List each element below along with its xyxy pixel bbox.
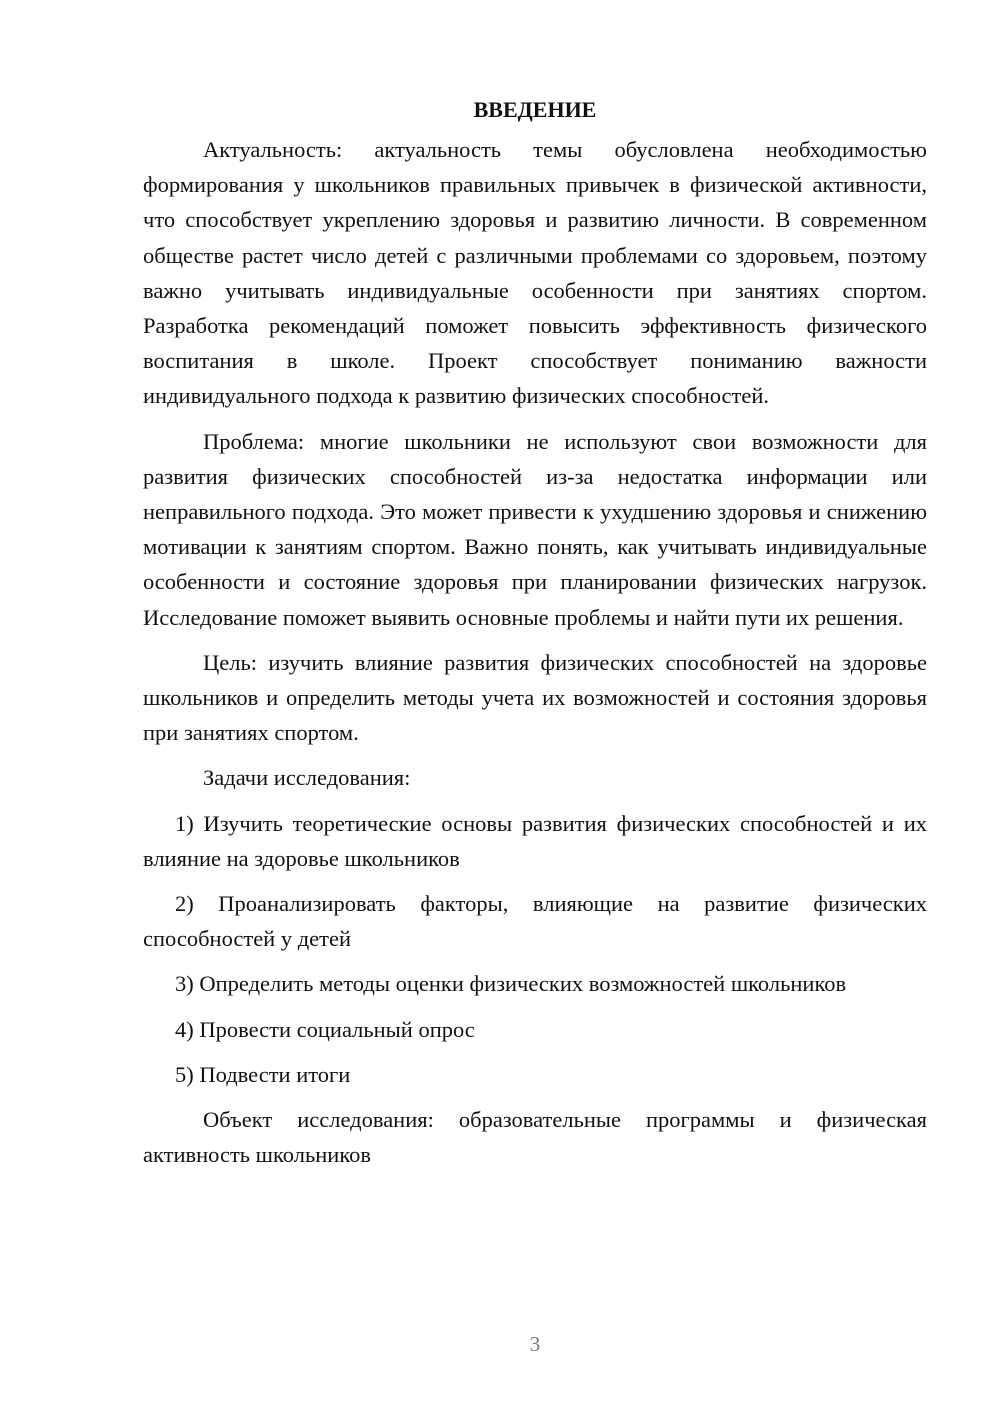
section-title: ВВЕДЕНИЕ — [473, 97, 597, 122]
object-paragraph: Объект исследования: образовательные программы и физическая активность школьников — [143, 1107, 927, 1168]
task-item: 1) Изучить теоретические основы развития физических способностей и их влияние на здоровье школьников — [143, 810, 927, 871]
goal-paragraph: Цель: изучить влияние развития физических способностей на здоровье школьников и определить методы учета их возможностей и состояния здоровья при занятиях спортом. — [143, 649, 927, 746]
document-page — [143, 92, 927, 1182]
tasks-heading: Задачи исследования: — [203, 765, 411, 791]
task-item: 2) Проанализировать факторы, влияющие на развитие физических способностей у детей — [143, 891, 927, 952]
problem-paragraph: Проблема: многие школьники не используют свои возможности для развития физических способностей из-за недостатка информации или неправильного подхода. Это может привести к ухудшению здоровья и снижению мотивации к занятиям спортом. Важно понять, как учитывать индивидуальные особенности и состояние здоровья при планировании физических нагрузок. Исследование поможет выявить основные проблемы и найти пути их решения. — [143, 428, 927, 630]
page-number: 3 — [529, 1332, 541, 1356]
task-item: 3) Определить методы оценки физических возможностей школьников — [175, 971, 847, 997]
task-item: 5) Подвести итоги — [175, 1061, 351, 1087]
relevance-paragraph: Актуальность: актуальность темы обусловлена необходимостью формирования у школьников правильных привычек в физической активности, что способствует укреплению здоровья и развитию личности. В современном обществе растет число детей с различными проблемами со здоровьем, поэтому важно учитывать индивидуальные особенности при занятиях спортом. Разработка рекомендаций поможет повысить эффективность физического воспитания в школе. Проект способствует пониманию важности индивидуального подхода к развитию физических способностей. — [143, 137, 927, 409]
task-item: 4) Провести социальный опрос — [175, 1016, 475, 1042]
